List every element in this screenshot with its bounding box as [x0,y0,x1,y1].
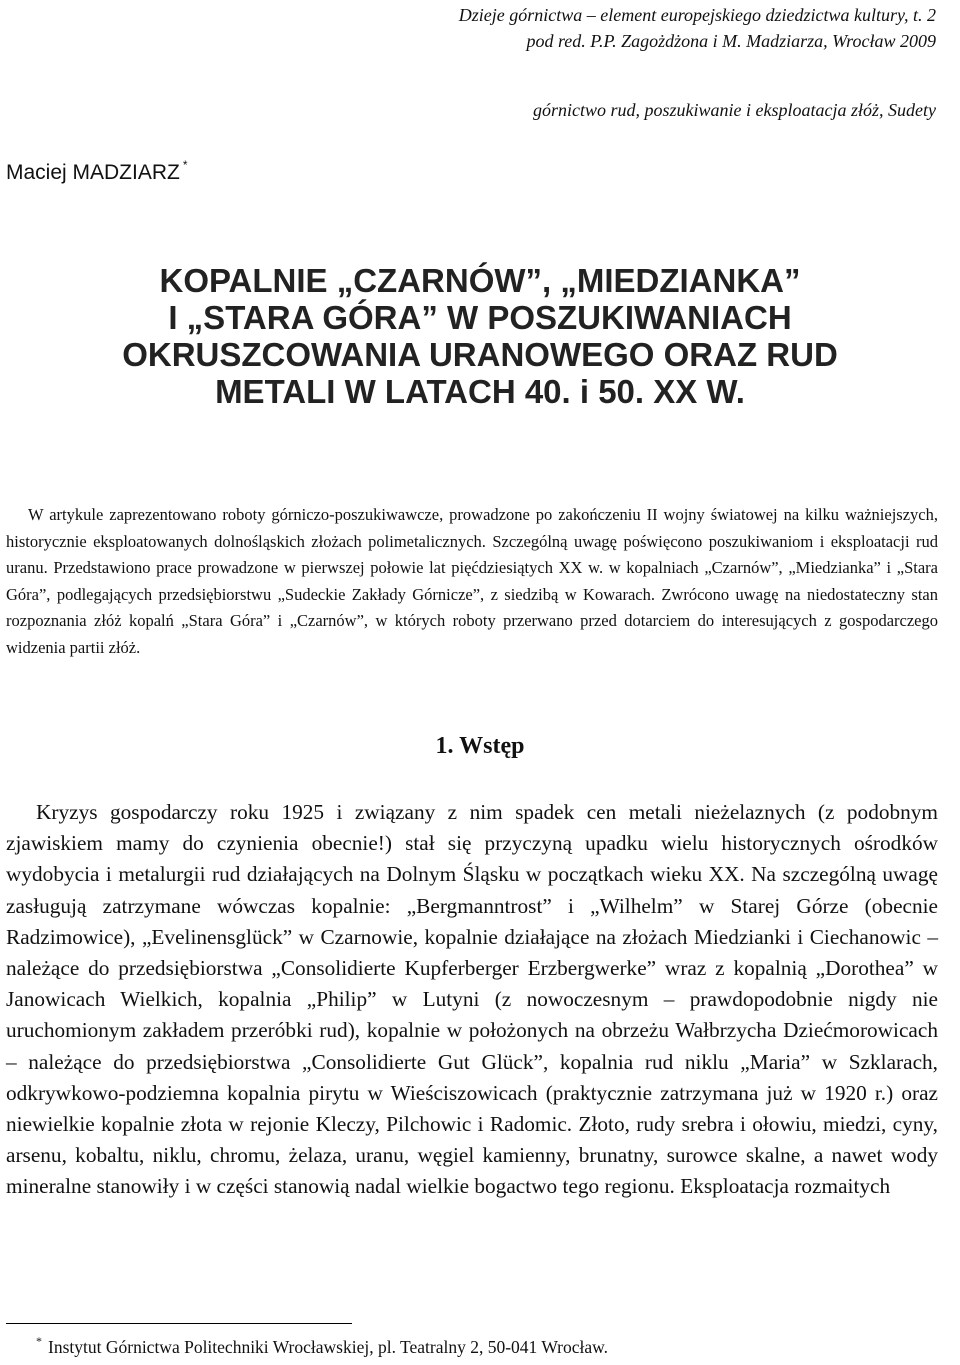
author [6,158,188,185]
body-paragraph: Kryzys gospodarczy roku 1925 i związany z nim spadek cen metali nieżelaznych (z podobnym zjawiskiem mamy do czynienia obecnie!) stał się przyczyną upadku wielu historycznych ośrodków wydobycia i metalurgii rud działających na Dolnym Śląsku w początkach wieku XX. Na szczególną uwagę zasługują zatrzymane wówczas kopalnie: „Bergmanntrost” i „Wilhelm” w Starej Górze (obecnie Radzimowice), „Evelinensglück” w Czarnowie, kopalnie działające na złożach Miedzianki i Ciechanowic – należące do przedsiębiorstwa „Consolidierte Kupferberger Erzbergwerke” wraz z kopalnią „Dorothea” w Janowicach Wielkich, kopalnia „Philip” w Lutyni (z nowoczesnym – prawdopodobnie nigdy nie uruchomionym zakładem przeróbki rud), kopalnie w położonych na obrzeżu Wałbrzycha Dziećmorowicach – należące do przedsiębiorstwa „Consolidierte Gut Glück”, kopalnia rud niklu „Maria” w Szklarach, odkrywkowo-podziemna kopalnia pirytu w Wieściszowicach (praktycznie zatrzymana już w 1920 r.) oraz niewielkie kopalnie złota w rejonie Kleczy, Pilchowic i Radomic. Złoto, rudy srebra i ołowiu, miedzi, cyny, arsenu, kobaltu, niklu, chromu, żelaza, uranu, węgiel kamienny, brunatny, surowce skalne, a nawet wody mineralne stanowiły i w części stanowią nadal wielkie bogactwo tego regionu. Eksploatacja rozmaitych [6,800,938,1199]
abstract-text: W artykule zaprezentowano roboty górniczo-poszukiwawcze, prowadzone po zakończeniu II wojny światowej na kilku ważniejszych, historycznie eksploatowanych dolnośląskich złożach polimetalicznych. Szczególną uwagę poświęcono poszukiwaniom i eksploatacji rud uranu. Przedstawiono prace prowadzone w pierwszej połowie lat pięćdziesiątych XX w. w kopalniach „Czarnów”, „Miedzianka” i „Stara Góra”, podlegających przedsiębiorstwu „Sudeckie Zakłady Górnicze”, z siedzibą w Kowarach. Zwrócono uwagę na niedostateczny stan rozpoznania złóż kopalń „Stara Góra” i „Czarnów”, w których roboty przerwano przed dotarciem do interesujących z gospodarczego widzenia partii złóż. [6,505,938,657]
footnote [36,1334,608,1358]
section-heading: 1. Wstęp [435,733,525,759]
title-line-1: KOPALNIE „CZARNÓW”, „MIEDZIANKA” [159,262,801,299]
source-line-1: Dzieje górnictwa – element europejskiego dziedzictwa kultury, t. 2 [458,5,936,25]
author-footnote-mark: * [182,158,188,172]
title-line-2: I „STARA GÓRA” W POSZUKIWANIACH [168,299,792,336]
footnote-rule [6,1323,352,1324]
keywords: górnictwo rud, poszukiwanie i eksploatacja złóż, Sudety [533,100,936,120]
publication-source [316,2,936,54]
author-name: Maciej MADZIARZ [6,161,180,184]
article-title [40,262,920,410]
footnote-mark: * [36,1334,42,1348]
footnote-text: Instytut Górnictwa Politechniki Wrocławskiej, pl. Teatralny 2, 50-041 Wrocław. [48,1337,608,1357]
source-line-2: pod red. P.P. Zagożdżona i M. Madziarza, Wrocław 2009 [526,31,936,51]
title-line-4: METALI W LATACH 40. i 50. XX W. [215,373,745,410]
abstract [6,502,938,662]
body-text [6,797,938,1203]
title-line-3: OKRUSZCOWANIA URANOWEGO ORAZ RUD [122,336,838,373]
